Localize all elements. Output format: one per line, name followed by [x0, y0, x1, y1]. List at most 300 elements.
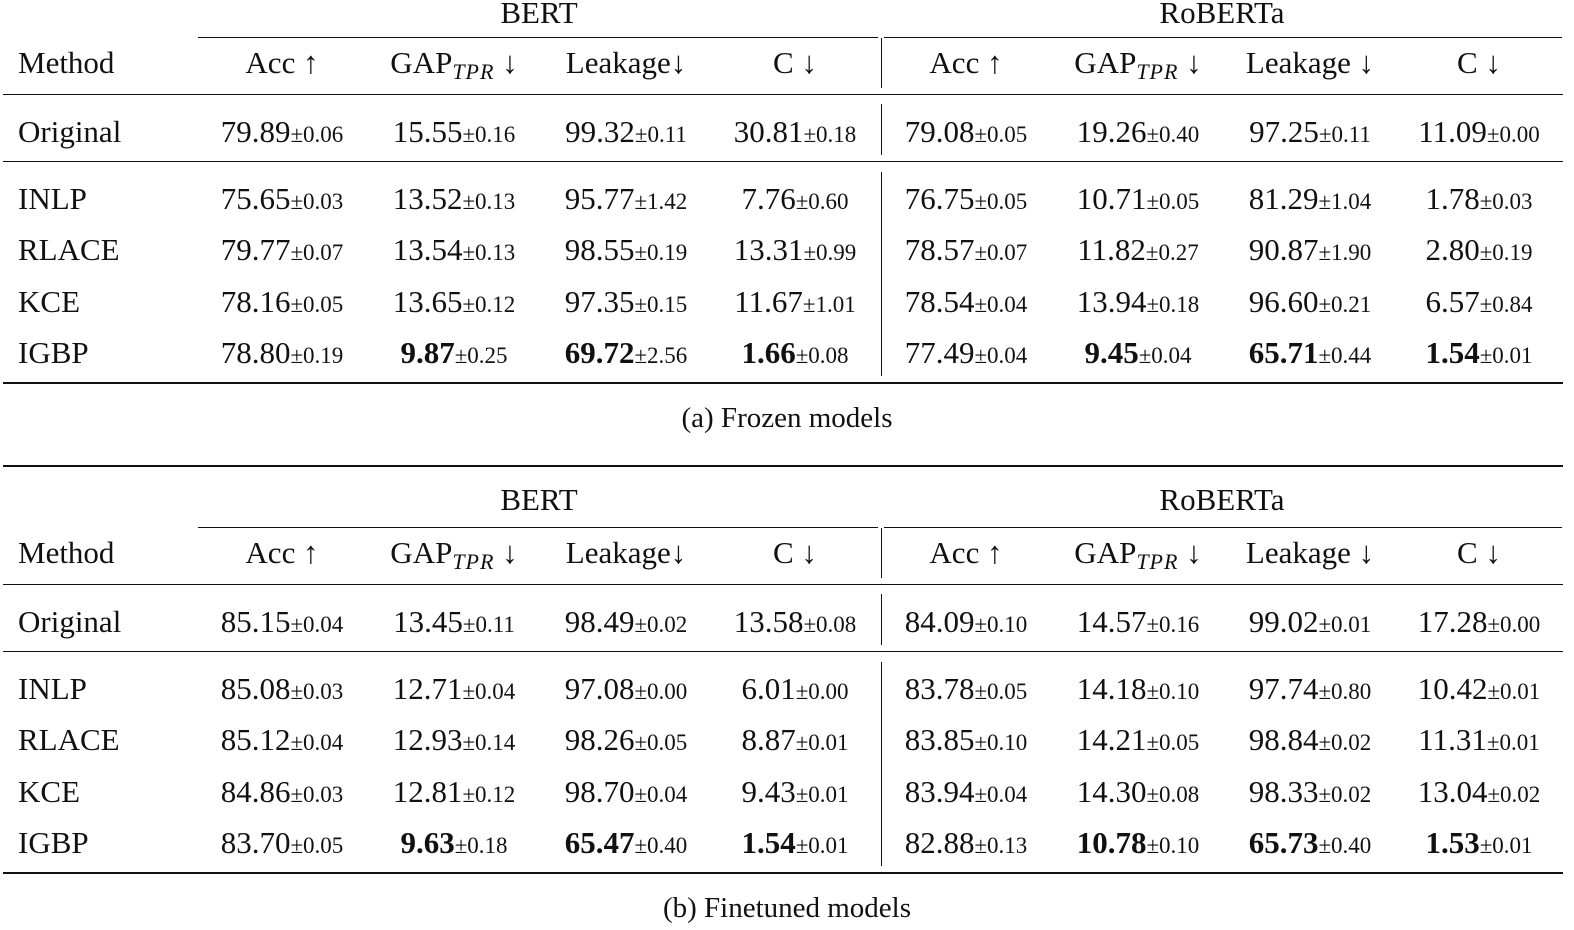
table-cell — [1249, 723, 1372, 760]
cell-value: 1.54 — [1425, 335, 1480, 370]
table-cell — [734, 115, 857, 152]
table-cell — [565, 672, 688, 709]
baseline-rule — [3, 651, 1563, 652]
row-method: INLP — [18, 181, 87, 216]
cell-value: 9.43 — [741, 774, 796, 809]
table-cell — [905, 605, 1028, 642]
cell-value: 69.72 — [564, 335, 635, 370]
cell-std: ±0.99 — [803, 240, 857, 265]
table-bottom-rule — [3, 872, 1563, 874]
cell-value: 7.76 — [741, 181, 796, 216]
cell-value: 65.47 — [564, 825, 635, 860]
cell-value: 12.93 — [392, 722, 463, 757]
cell-std: ±0.00 — [634, 679, 688, 704]
cell-value: 11.67 — [734, 284, 803, 319]
table-cell — [734, 285, 855, 322]
cell-std: ±0.13 — [462, 189, 516, 214]
column-header — [1457, 536, 1501, 570]
column-separator — [881, 662, 882, 866]
cell-std: ±0.11 — [1318, 122, 1371, 147]
cell-value: 97.35 — [564, 284, 635, 319]
column-header-label: C ↓ — [773, 535, 817, 570]
cell-value: 82.88 — [904, 825, 975, 860]
column-header — [929, 46, 1002, 80]
cell-value: 15.55 — [392, 114, 463, 149]
table-cell — [1249, 826, 1372, 863]
cell-std: ±0.01 — [795, 730, 849, 755]
column-header-label: Acc ↑ — [245, 45, 319, 80]
table-cell — [905, 336, 1028, 373]
cell-value: 81.29 — [1248, 181, 1319, 216]
cell-value: 13.54 — [392, 232, 463, 267]
table-cell — [393, 115, 516, 152]
cell-value: 14.57 — [1076, 604, 1147, 639]
column-header — [773, 46, 817, 80]
column-header — [566, 46, 686, 80]
column-header — [390, 46, 517, 83]
column-separator — [881, 594, 882, 645]
cell-std: ±1.01 — [802, 292, 856, 317]
cell-std: ±0.25 — [454, 343, 508, 368]
cell-std: ±0.16 — [462, 122, 516, 147]
column-header-subscript: TPR — [1136, 549, 1179, 574]
cell-value: 12.71 — [392, 671, 463, 706]
column-header-arrow: ↓ — [1178, 45, 1202, 80]
table-cell — [565, 336, 688, 373]
cell-value: 8.87 — [741, 722, 796, 757]
column-separator — [881, 172, 882, 376]
cell-std: ±0.06 — [290, 122, 344, 147]
cell-value: 83.70 — [220, 825, 291, 860]
cell-value: 13.04 — [1417, 774, 1488, 809]
column-separator — [881, 38, 882, 88]
cell-std: ±0.80 — [1318, 679, 1372, 704]
cell-value: 2.80 — [1425, 232, 1480, 267]
column-header-label: GAP — [390, 535, 453, 570]
table-cell — [1249, 115, 1371, 152]
row-method: IGBP — [18, 335, 89, 370]
table-cell — [565, 182, 688, 219]
cell-std: ±0.02 — [634, 612, 688, 637]
cell-std: ±0.01 — [1487, 679, 1541, 704]
row-method: IGBP — [18, 825, 89, 860]
column-header-label: C ↓ — [1457, 45, 1501, 80]
table-cell — [1425, 285, 1532, 322]
cell-value: 98.33 — [1248, 774, 1319, 809]
table-cell — [741, 723, 848, 760]
cell-std: ±0.01 — [1486, 730, 1540, 755]
cell-value: 83.78 — [904, 671, 975, 706]
cell-std: ±0.05 — [1146, 730, 1200, 755]
cell-value: 83.85 — [904, 722, 975, 757]
table-cell — [400, 826, 507, 863]
cell-std: ±0.19 — [1479, 240, 1533, 265]
table-cell — [221, 285, 344, 322]
table-cell — [393, 233, 516, 270]
cell-value: 98.49 — [564, 604, 635, 639]
cell-std: ±0.27 — [1145, 240, 1199, 265]
row-method: Original — [18, 604, 122, 639]
table-cell — [905, 775, 1028, 812]
column-header-label: Leakage ↓ — [1245, 45, 1375, 80]
cell-std: ±0.02 — [1487, 782, 1541, 807]
cell-value: 83.94 — [904, 774, 975, 809]
cell-value: 12.81 — [392, 774, 463, 809]
cell-std: ±0.02 — [1318, 730, 1372, 755]
row-method: Original — [18, 114, 122, 149]
cell-std: ±0.40 — [1146, 122, 1200, 147]
table-cell — [565, 723, 688, 760]
table-cell — [905, 285, 1028, 322]
table-cell — [734, 605, 857, 642]
cell-std: ±0.01 — [795, 782, 849, 807]
cell-std: ±0.01 — [1318, 612, 1372, 637]
group-rule — [198, 37, 878, 38]
table-cell — [1249, 336, 1372, 373]
table-cell — [1077, 233, 1198, 270]
cell-value: 10.42 — [1417, 671, 1488, 706]
cell-std: ±0.07 — [290, 240, 344, 265]
cell-value: 97.74 — [1248, 671, 1319, 706]
cell-std: ±0.11 — [462, 612, 515, 637]
table-cell — [905, 115, 1028, 152]
cell-value: 17.28 — [1417, 604, 1488, 639]
cell-value: 75.65 — [220, 181, 291, 216]
cell-value: 78.80 — [220, 335, 291, 370]
cell-value: 79.08 — [904, 114, 975, 149]
row-method: RLACE — [18, 722, 120, 757]
cell-std: ±0.12 — [462, 292, 516, 317]
table-cell — [565, 775, 688, 812]
table-cell — [565, 233, 688, 270]
column-header — [566, 536, 686, 570]
table-cell — [1418, 775, 1541, 812]
cell-value: 85.08 — [220, 671, 291, 706]
cell-value: 14.21 — [1076, 722, 1147, 757]
cell-std: ±0.13 — [462, 240, 516, 265]
column-header — [773, 536, 817, 570]
table-cell — [1249, 182, 1372, 219]
row-method: KCE — [18, 284, 80, 319]
row-method: RLACE — [18, 232, 120, 267]
table-cell — [1077, 285, 1200, 322]
cell-std: ±0.14 — [462, 730, 516, 755]
method-header: Method — [18, 45, 115, 80]
cell-value: 90.87 — [1248, 232, 1319, 267]
cell-value: 78.57 — [904, 232, 975, 267]
cell-value: 6.01 — [741, 671, 796, 706]
table-cell — [221, 115, 344, 152]
table-cell — [905, 233, 1028, 270]
column-header-label: Leakage↓ — [565, 535, 687, 570]
cell-value: 79.77 — [220, 232, 291, 267]
cell-std: ±0.01 — [1479, 343, 1533, 368]
table-cell — [565, 826, 688, 863]
cell-value: 95.77 — [564, 181, 635, 216]
column-header-label: Leakage ↓ — [1245, 535, 1375, 570]
cell-value: 10.78 — [1076, 825, 1147, 860]
column-header — [1074, 46, 1201, 83]
table-cell — [1418, 672, 1541, 709]
group-rule — [884, 37, 1562, 38]
cell-std: ±0.04 — [634, 782, 688, 807]
table-cell — [734, 233, 857, 270]
column-header — [245, 46, 318, 80]
table-cell — [1077, 115, 1200, 152]
cell-std: ±0.05 — [634, 730, 688, 755]
column-header-label: Acc ↑ — [929, 45, 1003, 80]
table-cell — [221, 605, 344, 642]
cell-value: 98.84 — [1248, 722, 1319, 757]
cell-std: ±0.08 — [795, 343, 849, 368]
table-cell — [1425, 233, 1532, 270]
table-cell — [565, 285, 688, 322]
table-cell — [741, 336, 848, 373]
cell-std: ±0.05 — [974, 189, 1028, 214]
cell-std: ±0.60 — [795, 189, 849, 214]
group-header-bert: BERT — [500, 482, 578, 517]
cell-std: ±0.05 — [974, 679, 1028, 704]
table-cell — [1425, 826, 1532, 863]
cell-value: 65.73 — [1248, 825, 1319, 860]
table-cell — [400, 336, 507, 373]
table-cell — [1418, 115, 1539, 152]
cell-std: ±2.56 — [634, 343, 688, 368]
table-cell — [1249, 285, 1372, 322]
cell-value: 14.30 — [1076, 774, 1147, 809]
cell-value: 1.66 — [741, 335, 796, 370]
cell-std: ±0.40 — [1318, 833, 1372, 858]
cell-std: ±0.08 — [803, 612, 857, 637]
table-cell — [741, 775, 848, 812]
cell-value: 19.26 — [1076, 114, 1147, 149]
cell-std: ±0.04 — [290, 730, 344, 755]
table-cell — [741, 182, 848, 219]
table-cell — [221, 775, 344, 812]
cell-value: 1.54 — [741, 825, 796, 860]
cell-std: ±0.04 — [974, 292, 1028, 317]
table-cell — [1077, 672, 1200, 709]
cell-value: 11.82 — [1077, 232, 1146, 267]
table-cell — [905, 723, 1028, 760]
table-cell — [565, 605, 688, 642]
column-header-subscript: TPR — [452, 549, 495, 574]
table-cell — [741, 672, 848, 709]
cell-value: 99.32 — [565, 114, 635, 149]
cell-value: 30.81 — [733, 114, 804, 149]
cell-value: 13.65 — [392, 284, 463, 319]
cell-value: 13.52 — [392, 181, 463, 216]
table-cell — [1249, 233, 1372, 270]
cell-value: 1.53 — [1425, 825, 1480, 860]
cell-std: ±0.05 — [974, 122, 1028, 147]
column-header-subscript: TPR — [452, 59, 495, 84]
row-method: KCE — [18, 774, 80, 809]
cell-value: 9.45 — [1084, 335, 1139, 370]
cell-std: ±0.03 — [290, 679, 344, 704]
table-cell — [221, 336, 344, 373]
cell-std: ±0.00 — [1487, 612, 1541, 637]
cell-value: 13.31 — [733, 232, 804, 267]
group-rule — [884, 527, 1562, 528]
table-cell — [393, 775, 516, 812]
column-header-label: C ↓ — [773, 45, 817, 80]
cell-std: ±0.05 — [1146, 189, 1200, 214]
cell-value: 6.57 — [1425, 284, 1480, 319]
cell-value: 9.87 — [400, 335, 455, 370]
cell-value: 98.26 — [564, 722, 635, 757]
method-header: Method — [18, 535, 115, 570]
cell-value: 11.09 — [1418, 114, 1487, 149]
cell-value: 9.63 — [400, 825, 455, 860]
cell-value: 96.60 — [1248, 284, 1319, 319]
cell-std: ±0.10 — [1146, 833, 1200, 858]
table-cell — [1425, 336, 1532, 373]
table-cell — [1084, 336, 1191, 373]
table-cell — [905, 672, 1028, 709]
table-cell — [393, 672, 516, 709]
cell-std: ±0.84 — [1479, 292, 1533, 317]
cell-std: ±1.90 — [1318, 240, 1372, 265]
cell-value: 78.54 — [904, 284, 975, 319]
cell-std: ±0.40 — [634, 833, 688, 858]
group-header-roberta: RoBERTa — [1159, 0, 1285, 30]
cell-value: 84.86 — [220, 774, 291, 809]
table-cell — [221, 826, 344, 863]
cell-value: 79.89 — [220, 114, 291, 149]
table-cell — [1418, 723, 1539, 760]
table-cell — [221, 182, 344, 219]
cell-std: ±0.01 — [795, 833, 849, 858]
baseline-rule — [3, 161, 1563, 162]
cell-std: ±0.03 — [290, 189, 344, 214]
cell-std: ±0.10 — [974, 612, 1028, 637]
column-header-arrow: ↓ — [494, 45, 518, 80]
column-separator — [881, 528, 882, 578]
table-cell — [393, 285, 516, 322]
cell-std: ±0.19 — [634, 240, 688, 265]
column-header-label: GAP — [1074, 535, 1137, 570]
column-header — [1074, 536, 1201, 573]
table-cell — [393, 182, 516, 219]
table-cell — [1077, 826, 1200, 863]
cell-std: ±0.08 — [1146, 782, 1200, 807]
cell-std: ±0.03 — [290, 782, 344, 807]
column-header — [1246, 46, 1374, 80]
cell-value: 97.25 — [1249, 114, 1319, 149]
column-header — [390, 536, 517, 573]
column-header-label: GAP — [390, 45, 453, 80]
cell-std: ±0.01 — [1479, 833, 1533, 858]
cell-std: ±0.04 — [974, 782, 1028, 807]
cell-value: 76.75 — [904, 181, 975, 216]
row-method: INLP — [18, 671, 87, 706]
table-cell — [565, 115, 687, 152]
cell-value: 10.71 — [1076, 181, 1147, 216]
cell-value: 99.02 — [1248, 604, 1319, 639]
column-header-arrow: ↓ — [1178, 535, 1202, 570]
cell-std: ±0.07 — [974, 240, 1028, 265]
cell-std: ±0.13 — [974, 833, 1028, 858]
table-cell — [905, 182, 1028, 219]
cell-value: 98.55 — [564, 232, 635, 267]
column-header — [1457, 46, 1501, 80]
table-cell — [1249, 605, 1372, 642]
cell-value: 1.78 — [1425, 181, 1480, 216]
cell-std: ±0.04 — [290, 612, 344, 637]
cell-value: 78.16 — [220, 284, 291, 319]
table-caption: (b) Finetuned models — [662, 892, 912, 924]
column-header-label: GAP — [1074, 45, 1137, 80]
column-separator — [881, 104, 882, 155]
cell-std: ±0.04 — [974, 343, 1028, 368]
cell-std: ±0.18 — [1146, 292, 1200, 317]
header-rule — [3, 94, 1563, 95]
table-cell — [905, 826, 1028, 863]
cell-std: ±0.18 — [454, 833, 508, 858]
column-header-label: Acc ↑ — [245, 535, 319, 570]
table-cell — [1077, 723, 1200, 760]
cell-std: ±0.19 — [290, 343, 344, 368]
table-caption: (a) Frozen models — [681, 402, 893, 434]
table-cell — [1077, 605, 1200, 642]
cell-std: ±0.11 — [634, 122, 687, 147]
cell-std: ±0.12 — [462, 782, 516, 807]
header-rule — [3, 584, 1563, 585]
table-cell — [1077, 182, 1200, 219]
table-top-rule — [3, 465, 1563, 467]
table-cell — [221, 723, 344, 760]
group-header-bert: BERT — [500, 0, 578, 30]
cell-std: ±0.10 — [974, 730, 1028, 755]
table-cell — [1418, 605, 1541, 642]
cell-std: ±0.00 — [795, 679, 849, 704]
cell-std: ±0.02 — [1318, 782, 1372, 807]
group-header-roberta: RoBERTa — [1159, 482, 1285, 517]
table-cell — [393, 723, 516, 760]
table-bottom-rule — [3, 382, 1563, 384]
column-header — [245, 536, 318, 570]
cell-std: ±0.03 — [1479, 189, 1533, 214]
cell-std: ±0.16 — [1146, 612, 1200, 637]
table-cell — [221, 672, 344, 709]
cell-std: ±0.15 — [634, 292, 688, 317]
cell-std: ±0.21 — [1318, 292, 1372, 317]
cell-std: ±0.04 — [462, 679, 516, 704]
cell-value: 11.31 — [1418, 722, 1487, 757]
cell-std: ±1.04 — [1318, 189, 1372, 214]
cell-value: 85.15 — [220, 604, 291, 639]
cell-value: 13.94 — [1076, 284, 1147, 319]
table-cell — [221, 233, 344, 270]
column-header-label: Acc ↑ — [929, 535, 1003, 570]
table-cell — [1425, 182, 1532, 219]
cell-value: 13.45 — [393, 604, 463, 639]
cell-std: ±0.10 — [1146, 679, 1200, 704]
group-rule — [198, 527, 878, 528]
cell-value: 65.71 — [1248, 335, 1319, 370]
cell-value: 84.09 — [904, 604, 975, 639]
cell-value: 97.08 — [564, 671, 635, 706]
cell-value: 14.18 — [1076, 671, 1147, 706]
column-header — [1246, 536, 1374, 570]
cell-std: ±0.44 — [1318, 343, 1372, 368]
cell-value: 77.49 — [904, 335, 975, 370]
column-header-label: C ↓ — [1457, 535, 1501, 570]
table-cell — [1249, 775, 1372, 812]
cell-std: ±0.00 — [1486, 122, 1540, 147]
column-header — [929, 536, 1002, 570]
